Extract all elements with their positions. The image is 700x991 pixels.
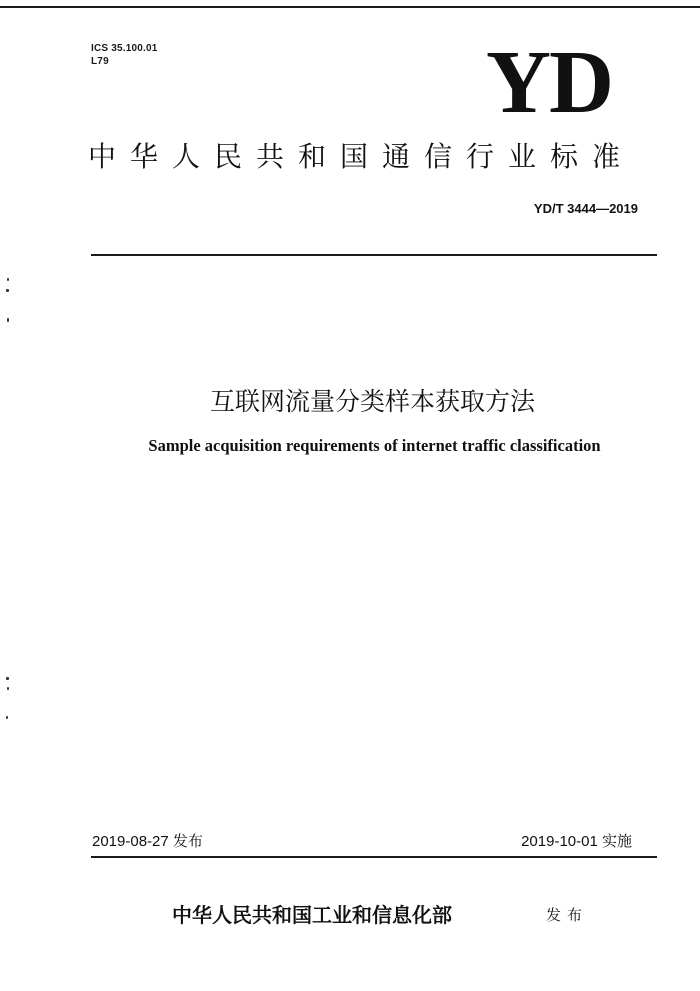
scan-speck [7, 318, 9, 322]
issue-date: 2019-08-27 发布 [92, 833, 203, 850]
implementation-date: 2019-10-01 实施 [521, 833, 632, 850]
scan-speck [6, 289, 9, 292]
scan-speck [7, 278, 9, 281]
organization-title: 中华人民共和国通信行业标准 [88, 140, 635, 173]
ics-code: ICS 35.100.01 [91, 43, 158, 54]
standard-number: YD/T 3444—2019 [533, 201, 638, 216]
top-border-line [0, 6, 700, 8]
publisher-name: 中华人民共和国工业和信息化部 [172, 903, 452, 927]
document-title-chinese: 互联网流量分类样本获取方法 [209, 387, 535, 416]
scan-speck [7, 687, 9, 690]
scan-speck [6, 716, 8, 719]
footer-divider [91, 856, 657, 858]
yd-logo: YD [486, 33, 612, 132]
document-title-english: Sample acquisition requirements of internet traffic classification [148, 436, 601, 455]
publisher-label: 发布 [546, 906, 589, 924]
ccs-code: L79 [91, 56, 109, 67]
header-divider [91, 254, 657, 256]
classification-codes [91, 42, 158, 68]
scan-speck [6, 677, 9, 680]
